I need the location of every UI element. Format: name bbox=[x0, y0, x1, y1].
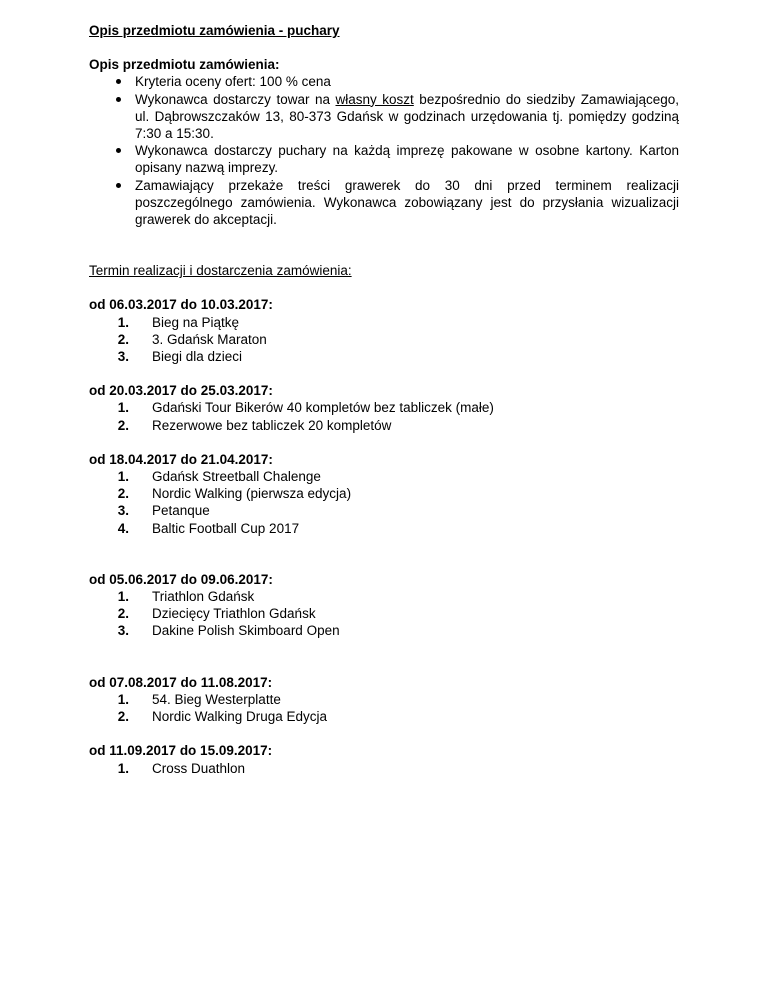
list-item bbox=[89, 691, 679, 708]
period-block bbox=[89, 382, 679, 434]
list-item bbox=[89, 588, 679, 605]
list-item bbox=[89, 331, 679, 348]
item-text: Petanque bbox=[152, 503, 210, 519]
spacer bbox=[89, 279, 679, 296]
spacer bbox=[89, 640, 679, 674]
spacer bbox=[89, 365, 679, 382]
list-item bbox=[89, 142, 679, 176]
item-text: Bieg na Piątkę bbox=[152, 314, 240, 330]
underlined-text: własny koszt bbox=[335, 91, 414, 107]
event-list bbox=[89, 588, 679, 640]
item-text: Dziecięcy Triathlon Gdańsk bbox=[152, 606, 316, 622]
item-text: 3. Gdańsk Maraton bbox=[152, 331, 267, 347]
item-number: 1. bbox=[117, 469, 129, 485]
item-number: 3. bbox=[117, 349, 129, 365]
item-text: Gdański Tour Bikerów 40 kompletów bez tabliczek (małe) bbox=[152, 400, 494, 416]
period-block bbox=[89, 674, 679, 726]
section-heading: Opis przedmiotu zamówienia: bbox=[89, 57, 280, 73]
item-text: Dakine Polish Skimboard Open bbox=[152, 623, 340, 639]
list-item bbox=[89, 708, 679, 725]
period-label: od 18.04.2017 do 21.04.2017: bbox=[89, 451, 273, 467]
list-item bbox=[89, 177, 679, 229]
spacer bbox=[89, 39, 679, 56]
spacer bbox=[89, 434, 679, 451]
document-page bbox=[89, 22, 679, 777]
item-number: 2. bbox=[117, 417, 129, 433]
criteria-list bbox=[89, 73, 679, 228]
spacer bbox=[89, 228, 679, 262]
item-text: 54. Bieg Westerplatte bbox=[152, 691, 281, 707]
bullet-text: Wykonawca dostarczy towar na bbox=[135, 91, 336, 107]
event-list bbox=[89, 468, 679, 537]
item-number: 3. bbox=[117, 623, 129, 639]
item-text: Cross Duathlon bbox=[152, 760, 246, 776]
period-label: od 11.09.2017 do 15.09.2017: bbox=[89, 743, 273, 759]
item-number: 1. bbox=[117, 400, 129, 416]
item-number: 1. bbox=[117, 314, 129, 330]
list-item bbox=[89, 520, 679, 537]
event-list bbox=[89, 399, 679, 433]
event-list bbox=[89, 691, 679, 725]
bullet-text: Wykonawca dostarczy puchary na każdą imprezę pakowane w osobne kartony. Karton opisany nazwą imprezy. bbox=[135, 143, 679, 176]
list-item bbox=[89, 73, 679, 90]
list-item bbox=[89, 417, 679, 434]
spacer bbox=[89, 537, 679, 571]
item-number: 2. bbox=[117, 606, 129, 622]
bullet-icon bbox=[116, 183, 121, 188]
item-text: Nordic Walking (pierwsza edycja) bbox=[152, 486, 352, 502]
item-text: Nordic Walking Druga Edycja bbox=[152, 709, 328, 725]
bullet-text: Kryteria oceny ofert: 100 % cena bbox=[135, 74, 331, 90]
period-block bbox=[89, 451, 679, 537]
period-label: od 07.08.2017 do 11.08.2017: bbox=[89, 674, 273, 690]
item-number: 2. bbox=[117, 331, 129, 347]
bullet-text: Zamawiający przekaże treści grawerek do 30 dni przed terminem realizacji poszczególnego zamówienia. Wykonawca zobowiązany jest do przysłania wizualizacji grawerek do akceptacji. bbox=[135, 177, 679, 228]
bullet-icon bbox=[116, 148, 121, 153]
list-item bbox=[89, 348, 679, 365]
item-number: 1. bbox=[117, 691, 129, 707]
bullet-text: bezpośrednio do siedziby Zamawiającego, ul. Dąbrowszczaków 13, 80-373 Gdańsk w godzinach urzędowania tj. pomiędzy godziną 7:30 a 15:30. bbox=[135, 91, 679, 142]
bullet-icon bbox=[116, 97, 121, 102]
document-title: Opis przedmiotu zamówienia - puchary bbox=[89, 23, 340, 38]
spacer bbox=[89, 725, 679, 742]
list-item bbox=[89, 399, 679, 416]
item-number: 2. bbox=[117, 486, 129, 502]
period-block bbox=[89, 296, 679, 365]
list-item bbox=[89, 502, 679, 519]
item-number: 3. bbox=[117, 503, 129, 519]
item-number: 1. bbox=[117, 589, 129, 605]
list-item bbox=[89, 91, 679, 143]
item-text: Triathlon Gdańsk bbox=[152, 589, 255, 605]
list-item bbox=[89, 605, 679, 622]
period-label: od 06.03.2017 do 10.03.2017: bbox=[89, 297, 273, 313]
bullet-icon bbox=[116, 79, 121, 84]
list-item bbox=[89, 485, 679, 502]
period-label: od 20.03.2017 do 25.03.2017: bbox=[89, 383, 273, 399]
period-block bbox=[89, 571, 679, 640]
item-text: Rezerwowe bez tabliczek 20 kompletów bbox=[152, 417, 392, 433]
list-item bbox=[89, 314, 679, 331]
item-text: Baltic Football Cup 2017 bbox=[152, 520, 300, 536]
item-text: Gdańsk Streetball Chalenge bbox=[152, 469, 321, 485]
termin-heading: Termin realizacji i dostarczenia zamówienia: bbox=[89, 263, 352, 279]
list-item bbox=[89, 468, 679, 485]
event-list bbox=[89, 760, 679, 777]
list-item bbox=[89, 622, 679, 639]
period-block bbox=[89, 742, 679, 776]
list-item bbox=[89, 760, 679, 777]
item-number: 2. bbox=[117, 709, 129, 725]
item-text: Biegi dla dzieci bbox=[152, 349, 243, 365]
item-number: 4. bbox=[117, 520, 129, 536]
item-number: 1. bbox=[117, 760, 129, 776]
period-label: od 05.06.2017 do 09.06.2017: bbox=[89, 571, 273, 587]
event-list bbox=[89, 314, 679, 366]
